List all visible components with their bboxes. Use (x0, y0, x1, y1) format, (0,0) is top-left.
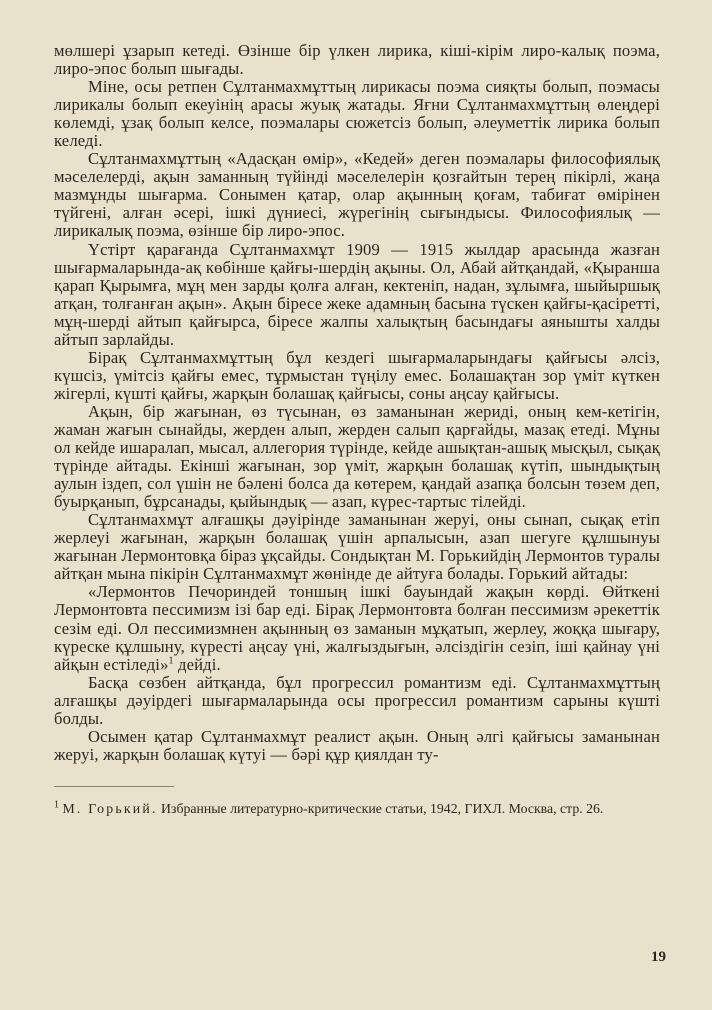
page-number: 19 (651, 949, 666, 965)
footnote-marker: 1 (168, 655, 174, 667)
paragraph: мөлшері ұзарып кетеді. Өзінше бір үлкен лирика, кіші-кірім лиро-калық поэма, лиро-эпос болып шығады. (54, 41, 660, 79)
paragraph: Бірақ Сұлтанмахмұттың бұл кездегі шығармаларындағы қайғысы әлсіз, күшсіз, үмітсіз қайғы емес, тұрмыстан түңілу емес. Болашақтан зор үміт күткен жігерлі, күшті қайғы, жарқын болашақ қайғысы, соны аңсау қайғысы. (54, 347, 660, 403)
paragraph: Сұлтанмахмұттың «Адасқан өмір», «Кедей» деген поэмалары философиялық мәселелерді, ақын заманның түйінді мәселелерін қозғайтын терең пікірлі, жаңа мазмұнды шығарма. Сонымен қатар, олар ақынның қоғам, табиғат өмірінен түйгені, алған әсері, ішкі дүниесі, жүрегінің сығындысы. Философиялық — лирикалық поэма, өзінше бір лиро-эпос. (54, 149, 660, 241)
paragraph: Сұлтанмахмұт алғашқы дәуірінде заманынан жеруі, оны сынап, сықақ етіп жерлеуі жағынан, жарқын болашақ үшін арпалысын, азап шегуге құлшынуы жағынан Лермонтовқа біраз ұқсайды. Сондықтан М. Горькийдің Лермонтов туралы айтқан мына пікірін Сұлтанмахмұт жөнінде де айтуға болады. Горький айтады: (54, 510, 660, 584)
paragraph: Үстірт қарағанда Сұлтанмахмұт 1909 — 1915 жылдар арасында жазған шығармаларында-ақ көбінше қайғы-шердің ақыны. Ол, Абай айтқандай, «Қыранша қарап Қырымға, мұң мен зарды қолға алған, кектеніп, надан, зұлымға, шыйыршық атқан, толғанған ақын». Ақын біресе жеке адамның басына түскен қайғы-қасіретті, мұң-шерді айтып қайғырса, біресе жалпы халықтың басындағы аянышты халды айтып зарлайды. (54, 239, 660, 349)
body-text (54, 42, 660, 764)
paragraph: Міне, осы ретпен Сұлтанмахмұттың лирикасы поэма сияқты болып, поэмасы лирикалы болып екеуінің арасы жуық жатады. Яғни Сұлтанмахмұттың өлеңдері көлемді, ұзақ болып келсе, поэмалары сюжетсіз болып, әлеуметтік лирика болып келеді. (54, 77, 660, 151)
footnote-divider (54, 786, 174, 787)
footnote-number: 1 (54, 799, 59, 811)
quote-tail: дейді. (178, 654, 221, 674)
footnote-text: Избранные литературно-критические статьи, 1942, ГИХЛ. Москва, стр. 26. (161, 800, 604, 816)
footnote-author: М. Горький. (62, 800, 158, 816)
paragraph: Басқа сөзбен айтқанда, бұл прогрессил романтизм еді. Сұлтанмахмұттың алғашқы дәуірдегі шығармаларында осы прогрессил романтизм сарыны күшті болды. (54, 672, 660, 728)
paragraph: Осымен қатар Сұлтанмахмұт реалист ақын. Оның әлгі қайғысы заманынан жеруі, жарқын болашақ күтуі — бәрі құр қиялдан ту- (54, 726, 660, 764)
paragraph: Ақын, бір жағынан, өз түсынан, өз заманынан жериді, оның кем-кетігін, жаман жағын сынайды, жерден алып, жерден салып қарғайды, мазақ етеді. Мұны ол кейде ишаралап, мысал, аллегория түрінде, кейде ашықтан-ашық мысқыл, сықақ түрінде айтады. Екінші жағынан, зор үміт, жарқын болашақ күтіп, шындықтың аулын іздеп, сол үшін не бәлені болса да көтерем, қандай азапқа болсын төзем деп, буырқанып, бұрсанады, қыйындық — азап, күрес-тартыс тілейді. (54, 401, 660, 512)
quote-paragraph (54, 583, 660, 673)
footnote (54, 801, 660, 817)
quote-text: «Лермонтов Печориндей тоншың ішкі бауындай жақын көрді. Өйткені Лермонтовта пессимизм ізі бар еді. Бірақ Лермонтовта болған пессимизм әрекеттік сезім еді. Ол пессимизмнен ақынның өз заманын мұқатып, жерлеу, жоққа шығару, күреске құлшыну, күресті аңсау үні, жалғыздығын, әлсіздігін сезіп, іші қайнау үні айқын естіледі» (54, 582, 660, 674)
